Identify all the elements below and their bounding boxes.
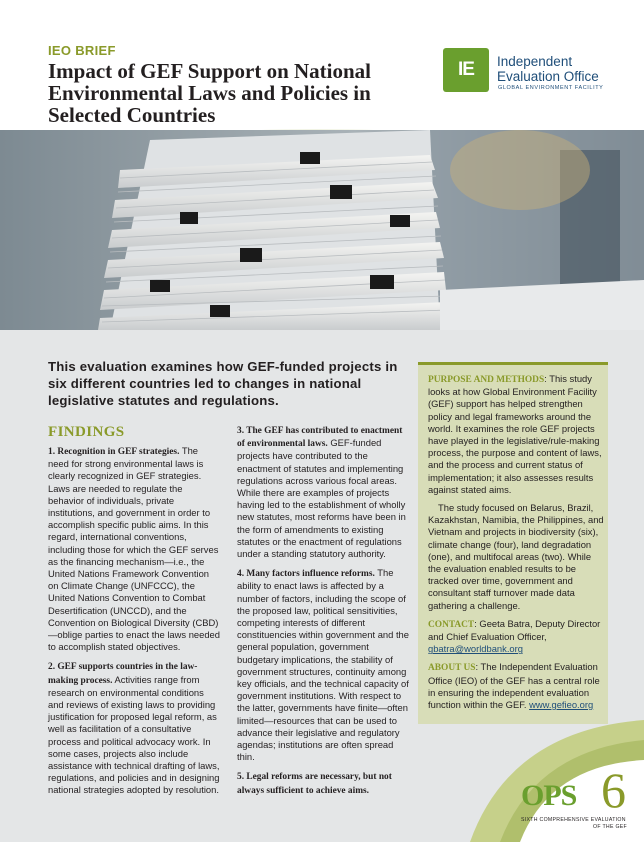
sidebar-content	[428, 373, 604, 717]
about-heading: ABOUT US	[428, 663, 476, 674]
logo-subtitle: GLOBAL ENVIRONMENT FACILITY	[498, 85, 604, 91]
ieo-logo-mark: IE	[443, 48, 489, 92]
sidebar-top-rule	[418, 362, 608, 365]
finding-4-text: The ability to enact laws is affected by a number of factors, including the scope of the proposed law, political sensitivities, competing interests of different constituencies within government and the general population, government budgetary implications, the stability of government structures, continuity among key officials, and the technical capacity of government institutions. With respect to the latter, governments have finite—often limited—resources that can be used to advance their legislative and regulatory agendas; institutions are often spread thin.	[237, 567, 409, 763]
findings-heading: FINDINGS	[48, 424, 125, 440]
purpose-paragraph-2: The study focused on Belarus, Brazil, Kazakhstan, Namibia, the Philippines, and Vietnam and projects in biodiversity (six), climate change (four), land degradation (one), and multifocal areas (two). While the evaluation enabled results to be tracked over time, government and consultant staff turnover made data gathering a challenge.	[428, 502, 604, 611]
about-text: : The Independent Evaluation Office (IEO) of the GEF has a central role in ensuring the independent evaluation function within the GEF.	[428, 661, 600, 711]
contact-paragraph	[428, 618, 604, 656]
ops-tagline-2: OF THE GEF	[593, 824, 628, 830]
contact-text: : Geeta Batra, Deputy Director and Chief Evaluation Officer,	[428, 617, 601, 643]
purpose-text: : This study looks at how Global Environment Facility (GEF) support has helped strengthen policy and legal frameworks around the world. It examines the role GEF projects have played in the legislative/rule-making process, the purpose and content of laws, and the process and current status of implementation; it also assesses results against stated aims.	[428, 373, 602, 495]
findings-column-middle	[237, 424, 409, 804]
findings-column-left	[48, 445, 220, 804]
ops-tagline-1: SIXTH COMPREHENSIVE EVALUATION	[521, 817, 626, 823]
finding-1-lead: 1. Recognition in GEF strategies.	[48, 447, 180, 457]
purpose-paragraph	[428, 373, 604, 496]
finding-4	[237, 567, 409, 763]
purpose-heading: PURPOSE AND METHODS	[428, 375, 545, 385]
finding-1	[48, 445, 220, 653]
ops-number: 6	[601, 762, 626, 818]
ieo-logo	[443, 48, 633, 92]
page-title: Impact of GEF Support on National Environmental Laws and Policies in Selected Countries	[48, 59, 372, 127]
website-link[interactable]: www.gefieo.org	[529, 699, 594, 711]
intro-statement: This evaluation examines how GEF-funded projects in six different countries led to changes in national legislative statutes and regulations.	[48, 359, 398, 408]
finding-4-lead: 4. Many factors influence reforms.	[237, 569, 375, 580]
contact-email-link[interactable]: gbatra@worldbank.org	[428, 643, 523, 655]
contact-heading: CONTACT	[428, 619, 475, 630]
finding-3-text: GEF-funded projects have contributed to the enactment of statutes and implementing regulations across various focal areas. While there are examples of projects having led to the establishment of wholly new statutes, most reforms have been in the form of amendments to existing statutes or the enactment of regulations under a standing statutory authority.	[237, 437, 406, 560]
finding-2	[48, 660, 220, 796]
ops6-badge	[521, 762, 641, 835]
finding-1-text: The need for strong environmental laws is clearly recognized in GEF strategies. Laws are needed to regulate the behavior of individuals, private institutions, and government in order to accomplish specific public aims. In this regard, international conventions, including those for which the GEF serves as the financing mechanism—i.e., the United Nations Framework Convention on Climate Change (UNFCCC), the United Nations Convention to Combat Desertification (UNCCD), and the Convention on Biological Diversity (CBD)—oblige parties to enact the laws needed to accomplish stated objectives.	[48, 445, 220, 653]
finding-2-lead: 2. GEF supports countries in the law-making process.	[48, 662, 198, 686]
finding-5-lead: 5. Legal reforms are necessary, but not always sufficient to achieve aims.	[237, 772, 392, 796]
finding-3	[237, 424, 409, 560]
ops-label: OPS	[521, 779, 577, 812]
finding-2-text: Activities range from research on environmental conditions and reviews of existing laws to providing justification for proposed legal reform, as well as facilitation of a consultative process and political advocacy work. In some cases, projects also include assistance with technical drafting of laws, regulations, and policies and in designing national strategies adopted by resolution.	[48, 673, 220, 796]
brief-label: IEO BRIEF	[48, 43, 116, 58]
logo-name-line2: Evaluation Office	[497, 69, 599, 84]
logo-name-line1: Independent	[497, 54, 573, 69]
finding-5	[237, 770, 409, 796]
finding-3-lead: 3. The GEF has contributed to enactment of environmental laws.	[237, 426, 403, 450]
paper-stacks-photo	[0, 130, 644, 330]
